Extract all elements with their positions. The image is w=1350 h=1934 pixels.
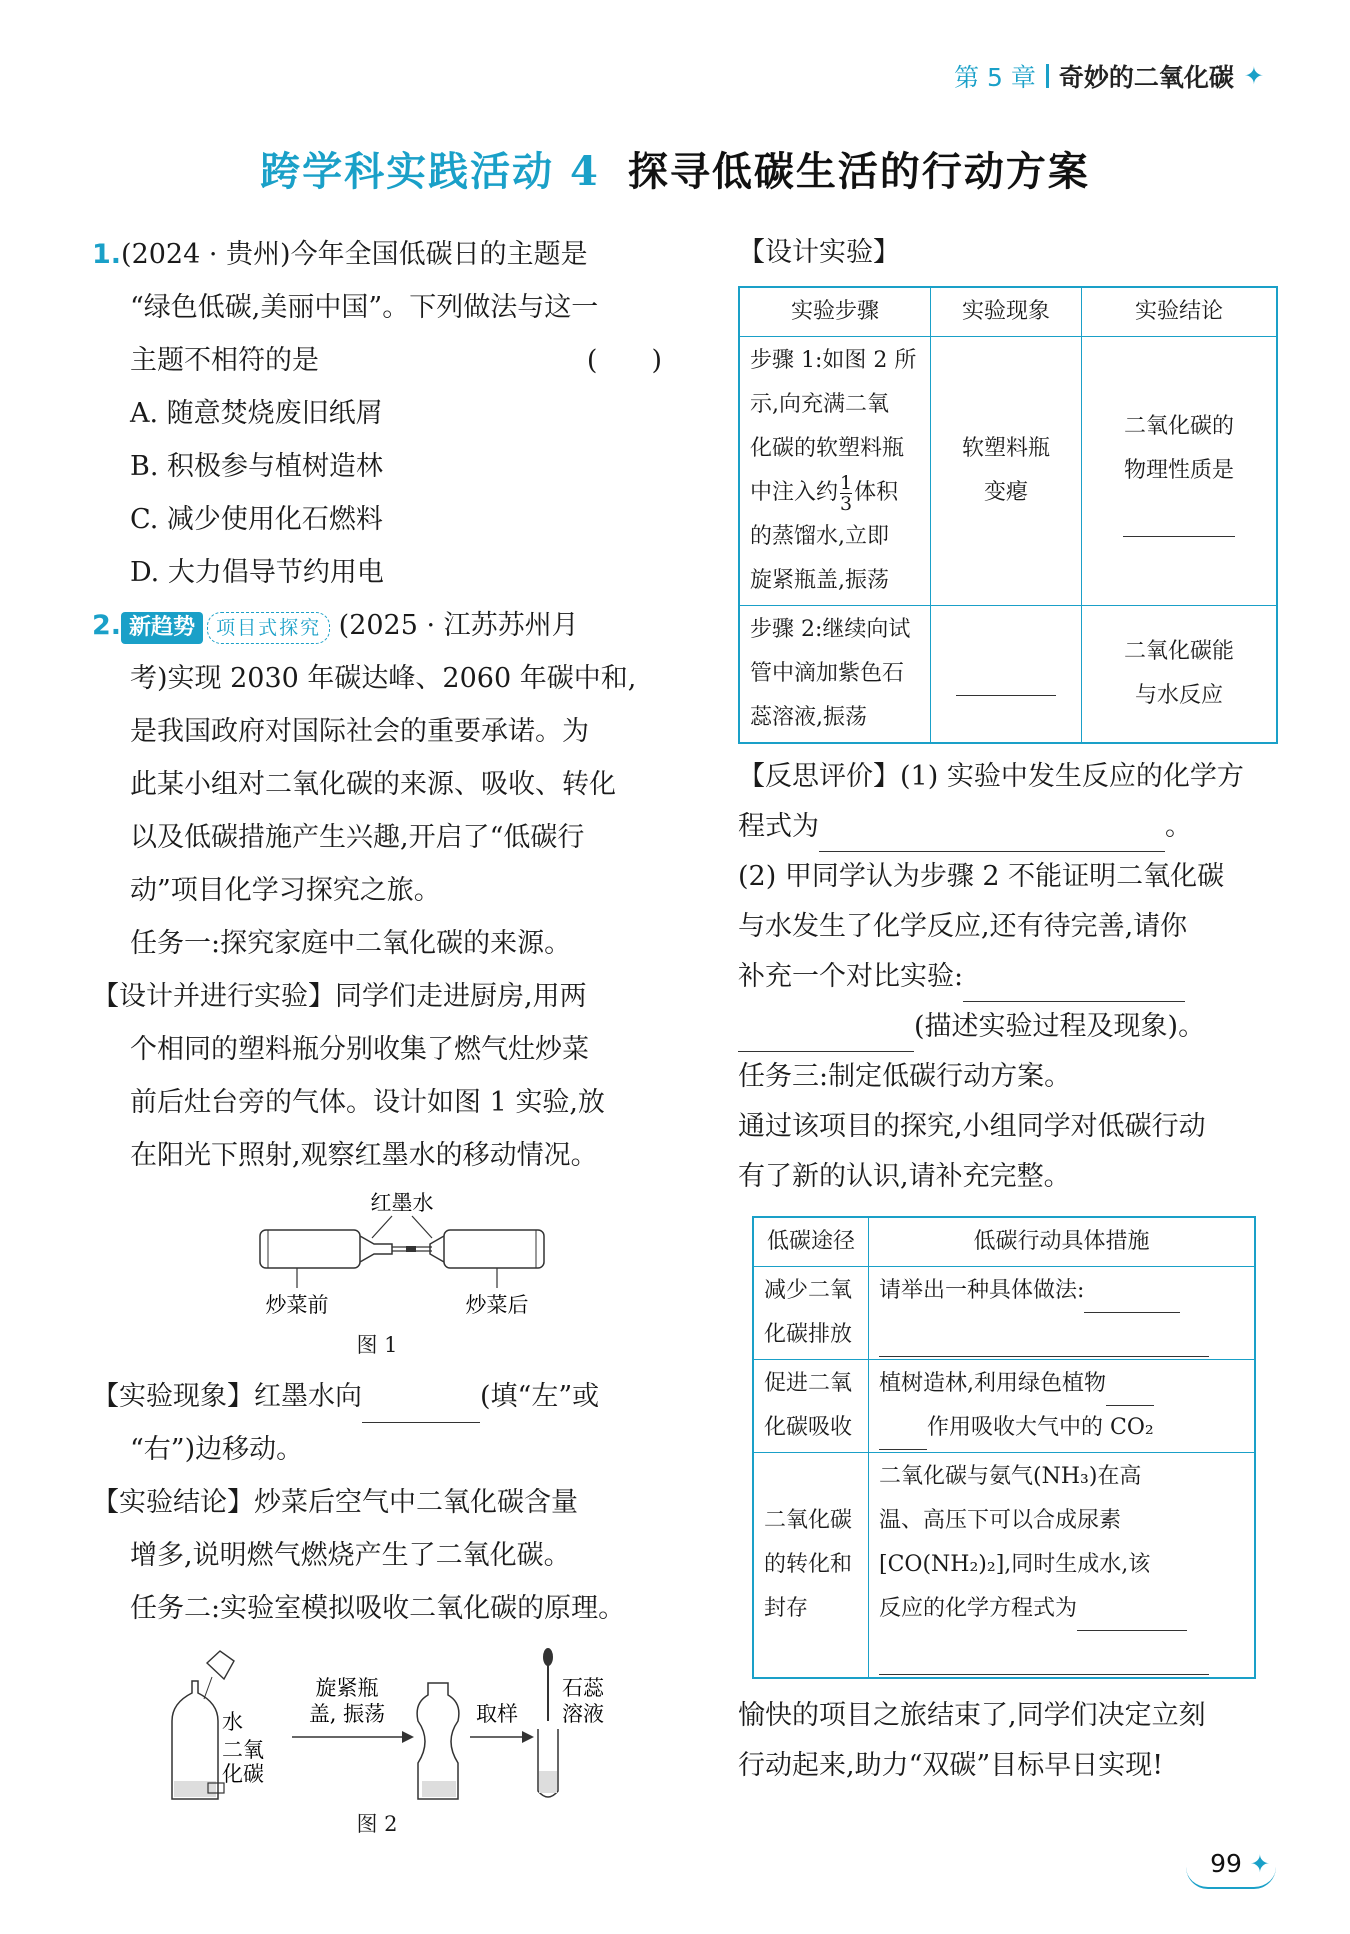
chapter-name: 奇妙的二氧化碳 — [1058, 63, 1234, 92]
step2-text: 步骤 2:继续向试 — [750, 617, 911, 642]
q2-line: 考)实现 2030 年碳达峰、2060 年碳中和, — [130, 663, 637, 694]
contrast-experiment-blank[interactable] — [963, 965, 1185, 1002]
measure2-cell — [869, 1360, 1256, 1453]
measure3-text: 温、高压下可以合成尿素 — [879, 1508, 1122, 1533]
step1-text: 旋紧瓶盖,振荡 — [750, 568, 889, 593]
q1-number: 1. — [92, 239, 122, 270]
table-header-row — [753, 1217, 1255, 1267]
th-steps: 实验步骤 — [739, 287, 931, 337]
step1-text: 步骤 1:如图 2 所 — [750, 348, 917, 373]
low-carbon-table — [752, 1216, 1256, 1679]
left-column — [92, 228, 662, 1839]
fig1-label-after: 炒菜后 — [465, 1293, 529, 1317]
figure-1-caption: 图 1 — [356, 1333, 398, 1357]
fig2-arrow1-text-1: 旋紧瓶 — [315, 1676, 379, 1700]
equation-blank-3[interactable] — [879, 1638, 1209, 1675]
q1-stem-3-line — [92, 334, 662, 387]
q1-option-c[interactable]: C. 减少使用化石燃料 — [130, 504, 383, 535]
reflect1-text: 程式为 — [738, 811, 819, 842]
q1-stem-3: 主题不相符的是 — [130, 345, 319, 376]
way1-cell — [753, 1267, 869, 1360]
measure3-line2 — [879, 1631, 1244, 1675]
figure-2-caption: 图 2 — [356, 1812, 398, 1836]
th-way: 低碳途径 — [753, 1217, 869, 1267]
table-row — [739, 337, 1277, 606]
reflect1-eq-line: 程式为 。 — [738, 802, 1278, 852]
measure2-blank-2[interactable] — [879, 1413, 927, 1450]
measure1-blank-2[interactable] — [879, 1320, 1209, 1357]
reflect2-text: 补充一个对比实验: — [738, 961, 964, 992]
fig2-arrow2-text: 取样 — [476, 1702, 518, 1726]
conclusion-line: 【实验结论】炒菜后空气中二氧化碳含量 — [92, 1487, 578, 1518]
task3-desc: 通过该项目的探究,小组同学对低碳行动 — [738, 1111, 1206, 1142]
project-badge: 项目式探究 — [207, 612, 330, 644]
page-number-wrap — [1210, 1849, 1270, 1878]
phenomenon-hint: (填“左”或 — [480, 1381, 600, 1412]
conclusion2-cell — [1082, 606, 1278, 744]
way2-text: 促进二氧 — [764, 1371, 853, 1396]
q2-line: 是我国政府对国际社会的重要承诺。为 — [130, 716, 589, 747]
step1-text: 的蒸馏水,立即 — [750, 524, 889, 549]
phenomenon2-blank[interactable] — [956, 659, 1056, 696]
page-arc-decoration — [1186, 1867, 1276, 1889]
page-number: 99 — [1210, 1849, 1242, 1878]
fig1-label-ink: 红墨水 — [370, 1191, 434, 1215]
q1-option-a[interactable]: A. 随意焚烧废旧纸屑 — [130, 398, 383, 429]
direction-blank[interactable] — [362, 1386, 480, 1423]
step1-text: 体积 — [854, 480, 899, 505]
q2-head — [92, 599, 662, 652]
measure2-line2 — [879, 1406, 1244, 1450]
reflect2-end-text: (描述实验过程及现象)。 — [914, 1011, 1206, 1042]
task1-line: 任务一:探究家庭中二氧化碳的来源。 — [130, 928, 572, 959]
equation-blank-2[interactable] — [1077, 1594, 1187, 1631]
q1-stem-2: “绿色低碳,美丽中国”。下列做法与这一 — [130, 292, 599, 323]
fig2-label-co2-2: 化碳 — [222, 1762, 264, 1786]
step2-cell — [739, 606, 931, 744]
phenomenon1-text: 软塑料瓶 — [961, 436, 1050, 461]
step1-text: 化碳的软塑料瓶 — [750, 436, 905, 461]
figure-1-diagram — [92, 1186, 662, 1336]
task3-line: 任务三:制定低碳行动方案。 — [738, 1061, 1072, 1092]
measure1-cell — [869, 1267, 1256, 1360]
figure-1 — [92, 1186, 662, 1336]
q2-line: 此某小组对二氧化碳的来源、吸收、转化 — [130, 769, 616, 800]
fig2-label-water: 水 — [222, 1710, 243, 1734]
chapter-divider — [1046, 64, 1049, 88]
measure3-text: [CO(NH₂)₂],同时生成水,该 — [879, 1552, 1151, 1577]
ending-line: 愉快的项目之旅结束了,同学们决定立刻 — [738, 1700, 1206, 1731]
measure2-blank[interactable] — [1106, 1369, 1154, 1406]
physical-property-blank[interactable] — [1123, 500, 1235, 537]
conclusion1-text: 二氧化碳的 — [1123, 414, 1234, 439]
th-phenomenon: 实验现象 — [931, 287, 1082, 337]
q2-number: 2. — [92, 610, 122, 641]
title-topic: 探寻低碳生活的行动方案 — [627, 148, 1090, 195]
conclusion1-cell — [1082, 337, 1278, 606]
th-measure: 低碳行动具体措施 — [869, 1217, 1256, 1267]
page-title — [0, 140, 1350, 197]
measure3-line — [879, 1587, 1244, 1631]
q2-line: 前后灶台旁的气体。设计如图 1 实验,放 — [130, 1087, 605, 1118]
way1-text: 减少二氧 — [764, 1278, 853, 1303]
table-row — [753, 1267, 1255, 1360]
step1-text: 中注入约 — [750, 480, 839, 505]
q2-line: 以及低碳措施产生兴趣,开启了“低碳行 — [130, 822, 585, 853]
chapter-header — [954, 58, 1264, 94]
measure3-text: 二氧化碳与氨气(NH₃)在高 — [879, 1464, 1142, 1489]
phenomenon1-text: 变瘪 — [983, 480, 1028, 505]
reflect2-line: (2) 甲同学认为步骤 2 不能证明二氧化碳 — [738, 861, 1225, 892]
fraction-numerator: 1 — [840, 471, 853, 494]
task2-line: 任务二:实验室模拟吸收二氧化碳的原理。 — [130, 1593, 626, 1624]
phenomenon-text: 【实验现象】红墨水向 — [92, 1381, 362, 1412]
q2-line: 在阳光下照射,观察红墨水的移动情况。 — [130, 1140, 598, 1171]
measure1-text: 请举出一种具体做法: — [879, 1278, 1085, 1303]
q1-stem-1: (2024 · 贵州)今年全国低碳日的主题是 — [121, 239, 588, 270]
new-trend-badge: 新趋势 — [121, 612, 203, 644]
q1-option-d[interactable]: D. 大力倡导节约用电 — [130, 557, 384, 588]
reflect2-blank-line — [738, 952, 1278, 1002]
sparkle-icon: ✦ — [1249, 1850, 1270, 1878]
fig2-label-litmus-1: 石蕊 — [562, 1676, 604, 1700]
fig2-label-co2-1: 二氧 — [222, 1738, 264, 1762]
th-conclusion: 实验结论 — [1082, 287, 1278, 337]
table-row — [739, 606, 1277, 744]
measure1-line — [879, 1269, 1244, 1313]
phenomenon1-cell — [931, 337, 1082, 606]
fig2-label-litmus-2: 溶液 — [562, 1702, 604, 1726]
figure-2-diagram — [92, 1641, 662, 1809]
conclusion1-blank-wrap — [1092, 493, 1266, 537]
right-column — [738, 228, 1278, 1791]
conclusion2-text: 与水反应 — [1134, 683, 1223, 708]
table-row — [753, 1453, 1255, 1679]
way2-cell — [753, 1360, 869, 1453]
way3-text: 二氧化碳 — [764, 1508, 853, 1533]
reflect2-end-line — [738, 1002, 1278, 1052]
way1-text: 化碳排放 — [764, 1322, 853, 1347]
way3-cell — [753, 1453, 869, 1679]
step2-text: 蕊溶液,振荡 — [750, 705, 867, 730]
title-activity: 跨学科实践活动 4 — [260, 148, 600, 195]
figure-2 — [92, 1641, 662, 1809]
q1-option-b[interactable]: B. 积极参与植树造林 — [130, 451, 384, 482]
q2-source: (2025 · 江苏苏州月 — [338, 610, 579, 641]
measure2-text: 作用吸收大气中的 CO₂ — [927, 1415, 1154, 1440]
ending-line: 行动起来,助力“双碳”目标早日实现! — [738, 1750, 1164, 1781]
equation-blank-1[interactable] — [819, 815, 1165, 852]
way3-text: 封存 — [764, 1596, 809, 1621]
step1-fraction-line — [750, 471, 920, 515]
experiment-table — [738, 286, 1278, 744]
measure2-text: 植树造林,利用绿色植物 — [879, 1371, 1106, 1396]
q1-stem-line — [92, 228, 662, 281]
phenomenon-end: “右”)边移动。 — [130, 1434, 304, 1465]
step2-text: 管中滴加紫色石 — [750, 661, 905, 686]
way2-text: 化碳吸收 — [764, 1415, 853, 1440]
q2-line: 个相同的塑料瓶分别收集了燃气灶炒菜 — [130, 1034, 589, 1065]
conclusion1-text: 物理性质是 — [1123, 458, 1234, 483]
fraction-one-third — [840, 473, 852, 514]
reflect2-line: 与水发生了化学反应,还有待完善,请你 — [738, 911, 1188, 942]
step1-text: 示,向充满二氧 — [750, 392, 889, 417]
chapter-number: 第 5 章 — [954, 63, 1036, 92]
way3-text: 的转化和 — [764, 1552, 853, 1577]
measure3-text: 反应的化学方程式为 — [879, 1596, 1078, 1621]
reflect1-line: 【反思评价】(1) 实验中发生反应的化学方 — [738, 761, 1244, 792]
measure1-line2 — [879, 1313, 1244, 1357]
measure1-blank[interactable] — [1084, 1276, 1180, 1313]
q2-line: 动”项目化学习探究之旅。 — [130, 875, 441, 906]
contrast-experiment-blank-2[interactable] — [738, 1015, 914, 1052]
fraction-denominator: 3 — [840, 492, 853, 515]
fig2-arrow1-text-2: 盖, 振荡 — [308, 1702, 386, 1726]
table-row — [753, 1360, 1255, 1453]
q1-answer-paren[interactable]: ( ) — [586, 345, 662, 376]
table-header-row — [739, 287, 1277, 337]
measure2-line — [879, 1362, 1244, 1406]
conclusion2-text: 二氧化碳能 — [1123, 639, 1234, 664]
measure3-cell — [869, 1453, 1256, 1679]
phenomenon-line — [92, 1370, 662, 1423]
fig1-label-before: 炒菜前 — [265, 1293, 329, 1317]
step1-cell — [739, 337, 931, 606]
sparkle-icon: ✦ — [1243, 62, 1264, 90]
design-heading: 【设计实验】 — [738, 237, 900, 268]
phenomenon2-cell — [931, 606, 1082, 744]
task3-desc: 有了新的认识,请补充完整。 — [738, 1161, 1071, 1192]
q2-line: 【设计并进行实验】同学们走进厨房,用两 — [92, 981, 587, 1012]
conclusion-line: 增多,说明燃气燃烧产生了二氧化碳。 — [130, 1540, 571, 1571]
